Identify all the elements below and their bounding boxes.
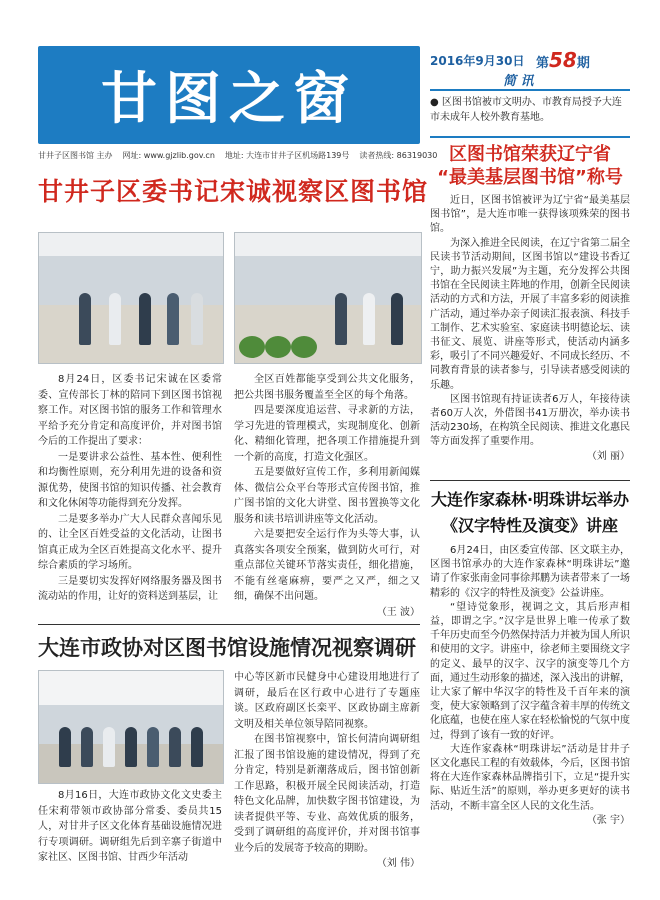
cppcc-headline: 大连市政协对区图书馆设施情况视察调研 <box>38 636 416 660</box>
info-bar <box>38 150 438 164</box>
paragraph: 中心等区新市民健身中心建设用地进行了调研，最后在区行政中心进行了专题座谈。区政府副区长栾平、区政协副主席新文明及相关单位领导陪同视察。 <box>234 672 420 730</box>
photo-visit-2 <box>234 232 422 364</box>
award-headline-2: “最美基层图书馆”称号 <box>437 167 623 188</box>
cppcc-col1 <box>38 788 222 866</box>
paragraph: 四是要深度追运营、寻求新的方法，学习先进的管理模式，实现制度化、创新化、精细化管理，把各项工作措施提升到一个新的高度，打造文化强区。 <box>234 405 420 463</box>
masthead <box>38 46 420 144</box>
issue-number: 第58期 <box>536 48 590 72</box>
paragraph: 大连作家森林“明珠讲坛”活动是甘井子区文化惠民工程的有效载体，今后，区图书馆将在大连作家森林品牌指引下，立足“提升实际、贴近生活”的原则，举办更多更好的读书活动，不断丰富全区人民的文化生活。 <box>430 743 630 812</box>
paragraph: 全区百姓都能享受到公共文化服务，把公共图书服务覆盖至全区的每个角落。 <box>234 374 420 401</box>
issue-date: 2016年9月30日 <box>430 54 525 68</box>
host-text: 甘井子区图书馆 主办 <box>38 151 113 160</box>
photo-cppcc <box>38 670 224 784</box>
main-article-col1 <box>38 372 222 605</box>
paragraph: 区图书馆现有持证读者6万人，年接待读者60万人次，外借图书41万册次，举办读书活动230场，在构筑全民阅读、推进文化惠民等方面发挥了重要作用。 <box>430 393 630 448</box>
brief-heading: 简 讯 <box>503 74 534 89</box>
right-divider <box>430 480 630 481</box>
signature: （王 波） <box>376 606 420 618</box>
brief-text: ● 区图书馆被市文明办、市教育局授予大连市未成年人校外教育基地。 <box>430 97 622 123</box>
signature: （刘 伟） <box>376 858 420 869</box>
signature: （刘 丽） <box>586 450 630 462</box>
main-article-col2 <box>234 372 420 620</box>
paragraph: 五是要做好宣传工作，多利用新闻媒体、微信公众平台等形式宣传图书馆，推广图书馆的文化大讲堂、图书置换等文化服务和读书培训讲座等文化活动。 <box>234 467 420 525</box>
paragraph: 在图书馆视察中，馆长何清向调研组汇报了图书馆设施的建设情况，得到了充分肯定，特别是新潮落成后，图书馆创新工作思路，积极开展全民阅读活动，打造特色文化品牌，加快数字图书馆建设，为读者提供平等、专业、高效优质的服务，受到了调研组的高度评价，并对图书馆事业今后的发展寄予较高的期盼。 <box>234 734 420 854</box>
lecture-headline-2: 《汉字特性及演变》讲座 <box>441 516 618 535</box>
paragraph: 六是要把安全运行作为头等大事，认真落实各项安全预案，做到防火可行，对重点部位关键环节落实责任，细化措施，不能有丝毫麻痹，要严之又严，细之又细，确保不出问题。 <box>234 529 420 602</box>
masthead-title: 甘图之窗 <box>101 66 357 132</box>
lecture-article-body <box>430 544 630 828</box>
right-column-rule <box>430 136 630 138</box>
paragraph: 二是要多举办广大人民群众喜闻乐见的、让全区百姓受益的文化活动，让图书馆真正成为全区百姓提高文化水平、提升综合素质的学习场所。 <box>38 513 222 571</box>
lecture-headline-1: 大连作家森林·明珠讲坛举办 <box>430 490 630 509</box>
cppcc-col2 <box>234 670 420 872</box>
section-divider <box>38 624 420 625</box>
photo-visit-1 <box>38 232 224 364</box>
signature: （张 宇） <box>586 814 630 826</box>
phone-text: 读者热线: 86319030 <box>359 151 438 160</box>
paragraph: 6月24日，由区委宣传部、区文联主办，区图书馆承办的大连作家森林“明珠讲坛”邀请了作家张南金同事徐邦鹏为读者带来了一场精彩的《汉字的特性及演变》公益讲座。 <box>430 545 630 599</box>
award-article-body <box>430 194 630 464</box>
paragraph: 为深入推进全民阅读，在辽宁省第二届全民读书节活动期间，区图书馆以“建设书香辽宁，助力振兴发展”为主题，充分发挥公共图书馆在全民阅读主阵地的作用，创新全民阅读活动的方式和方法，开展了丰富多彩的阅读推广活动，通过举办亲子阅读汇报表演、科技手工制作、艺术实验室、家庭读书明德论坛、读书征文、展览、讲座等形式，使活动内涵多彩，吸引了不同兴趣爱好、不同成长经历、不同教育背景的读者参与，引导读者感受阅读的乐趣。 <box>430 237 630 391</box>
paragraph: 近日，区图书馆被评为辽宁省“最美基层图书馆”，是大连市唯一获得该项殊荣的图书馆。 <box>430 195 630 235</box>
paragraph: 8月16日，大连市政协文化文史委主任宋莉带领市政协部分常委、委员共15人，对甘井子区文化体育基础设施情况进行专项调研。调研组先后到辛寨子街道中家社区、区图书馆、甘西少年活动 <box>38 790 222 863</box>
main-headline: 甘井子区委书记宋诚视察区图书馆 <box>38 177 429 206</box>
paragraph: “望诗觉象形，视调之文，其后形声相益，即谓之字。”汉字是世界上唯一传承了数千年历史而至今仍然保持活力并被为国人所识和使用的文字。讲座中，徐老师主要围绕文字的定义、最早的汉字、汉字的演变等几个方面，通过生动形象的描述，深入浅出的讲解，让大家了解中华汉字的特性及千百年来的演变，使大家领略到了汉字蕴含着丰厚的传统文化底蕴，也使在座人家在轻松愉悦的气氛中度过，得到了该有一致的好评。 <box>430 601 630 741</box>
award-headline-1: 区图书馆荣获辽宁省 <box>449 144 611 165</box>
brief-rule <box>430 89 630 91</box>
paragraph: 8月24日，区委书记宋诚在区委常委、宣传部长丁林的陪同下到区图书馆视察工作。对区图书馆的服务工作和管理水平给予充分肯定和高度评价，并对图书馆今后的工作提出了要求： <box>38 374 222 447</box>
website-text: 网址: www.gjzlib.gov.cn <box>122 151 215 160</box>
paragraph: 三是要切实发挥好网络服务器及图书流动站的作用，让好的资料送到基层，让 <box>38 575 222 602</box>
address-text: 地址: 大连市甘井子区机场路139号 <box>224 151 350 160</box>
paragraph: 一是要讲求公益性、基本性、便利性和均衡性原则，充分利用先进的设备和资源优势，使图书馆的知识传播、社会教育和文化休闲等功能得到充分发挥。 <box>38 451 222 509</box>
